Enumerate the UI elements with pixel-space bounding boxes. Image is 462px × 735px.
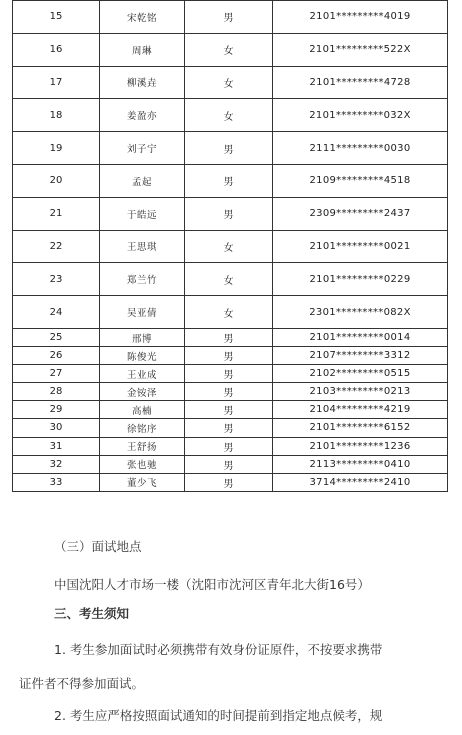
gender-cell: 男	[185, 328, 273, 346]
venue-address: 中国沈阳人才市场一楼（沈阳市沈河区青年北大街16号）	[54, 577, 370, 592]
row-number-cell: 16	[13, 33, 100, 66]
candidate-name-cell: 张也驰	[100, 455, 185, 473]
id-number-cell: 2101*********4019	[273, 1, 448, 34]
row-number-cell: 30	[13, 419, 100, 437]
table-row	[13, 99, 448, 132]
gender-cell: 男	[185, 455, 273, 473]
table-row	[13, 1, 448, 34]
id-number-cell: 2101*********6152	[273, 419, 448, 437]
table-row	[13, 230, 448, 263]
gender-cell: 男	[185, 473, 273, 491]
row-number-cell: 23	[13, 263, 100, 296]
candidate-name-cell: 郑兰竹	[100, 263, 185, 296]
gender-cell: 男	[185, 164, 273, 197]
gender-cell: 男	[185, 401, 273, 419]
id-number-cell: 2101*********0021	[273, 230, 448, 263]
candidate-name-cell: 姜盈亦	[100, 99, 185, 132]
notice-item-2-line-1: 2. 考生应严格按照面试通知的时间提前到指定地点候考，规	[54, 708, 383, 723]
row-number-cell: 28	[13, 383, 100, 401]
candidate-name-cell: 金铵泽	[100, 383, 185, 401]
gender-cell: 男	[185, 132, 273, 165]
candidate-name-cell: 宋乾铭	[100, 1, 185, 34]
candidate-name-cell: 周琳	[100, 33, 185, 66]
table-row	[13, 347, 448, 365]
row-number-cell: 27	[13, 365, 100, 383]
table-row	[13, 383, 448, 401]
row-number-cell: 32	[13, 455, 100, 473]
candidate-name-cell: 邢博	[100, 328, 185, 346]
id-number-cell: 2101*********1236	[273, 437, 448, 455]
row-number-cell: 18	[13, 99, 100, 132]
row-number-cell: 19	[13, 132, 100, 165]
table-row	[13, 197, 448, 230]
gender-cell: 女	[185, 66, 273, 99]
id-number-cell: 2309*********2437	[273, 197, 448, 230]
table-row	[13, 401, 448, 419]
gender-cell: 男	[185, 197, 273, 230]
table-row	[13, 296, 448, 329]
candidate-name-cell: 柳溪垚	[100, 66, 185, 99]
gender-cell: 男	[185, 1, 273, 34]
id-number-cell: 3714*********2410	[273, 473, 448, 491]
row-number-cell: 20	[13, 164, 100, 197]
row-number-cell: 22	[13, 230, 100, 263]
id-number-cell: 2102*********0515	[273, 365, 448, 383]
candidate-name-cell: 孟起	[100, 164, 185, 197]
row-number-cell: 25	[13, 328, 100, 346]
gender-cell: 女	[185, 263, 273, 296]
gender-cell: 男	[185, 365, 273, 383]
row-number-cell: 31	[13, 437, 100, 455]
gender-cell: 男	[185, 383, 273, 401]
table-row	[13, 455, 448, 473]
candidate-name-cell: 王思琪	[100, 230, 185, 263]
candidate-table-body	[13, 1, 448, 492]
candidate-name-cell: 吴亚倩	[100, 296, 185, 329]
gender-cell: 女	[185, 296, 273, 329]
gender-cell: 男	[185, 347, 273, 365]
table-row	[13, 33, 448, 66]
id-number-cell: 2111*********0030	[273, 132, 448, 165]
candidate-name-cell: 王业成	[100, 365, 185, 383]
table-row	[13, 419, 448, 437]
id-number-cell: 2101*********032X	[273, 99, 448, 132]
gender-cell: 女	[185, 99, 273, 132]
row-number-cell: 15	[13, 1, 100, 34]
row-number-cell: 24	[13, 296, 100, 329]
id-number-cell: 2101*********4728	[273, 66, 448, 99]
id-number-cell: 2101*********522X	[273, 33, 448, 66]
gender-cell: 男	[185, 437, 273, 455]
candidate-name-cell: 董少飞	[100, 473, 185, 491]
row-number-cell: 21	[13, 197, 100, 230]
table-row	[13, 164, 448, 197]
row-number-cell: 33	[13, 473, 100, 491]
table-row	[13, 365, 448, 383]
candidate-name-cell: 于皓远	[100, 197, 185, 230]
table-row	[13, 263, 448, 296]
id-number-cell: 2301*********082X	[273, 296, 448, 329]
table-row	[13, 132, 448, 165]
candidate-name-cell: 徐铭序	[100, 419, 185, 437]
notice-item-1-line-1: 1. 考生参加面试时必须携带有效身份证原件，不按要求携带	[54, 642, 383, 657]
notice-item-1-line-2: 证件者不得参加面试。	[19, 676, 145, 691]
candidate-name-cell: 王舒扬	[100, 437, 185, 455]
id-number-cell: 2109*********4518	[273, 164, 448, 197]
id-number-cell: 2103*********0213	[273, 383, 448, 401]
id-number-cell: 2113*********0410	[273, 455, 448, 473]
id-number-cell: 2101*********0014	[273, 328, 448, 346]
table-row	[13, 473, 448, 491]
candidate-table	[12, 0, 448, 492]
gender-cell: 女	[185, 230, 273, 263]
candidate-name-cell: 刘子宁	[100, 132, 185, 165]
table-row	[13, 328, 448, 346]
candidate-name-cell: 高楠	[100, 401, 185, 419]
row-number-cell: 26	[13, 347, 100, 365]
row-number-cell: 17	[13, 66, 100, 99]
id-number-cell: 2107*********3312	[273, 347, 448, 365]
row-number-cell: 29	[13, 401, 100, 419]
table-row	[13, 437, 448, 455]
gender-cell: 女	[185, 33, 273, 66]
id-number-cell: 2101*********0229	[273, 263, 448, 296]
id-number-cell: 2104*********4219	[273, 401, 448, 419]
candidate-name-cell: 陈俊光	[100, 347, 185, 365]
gender-cell: 男	[185, 419, 273, 437]
venue-heading: （三）面试地点	[54, 539, 142, 554]
table-row	[13, 66, 448, 99]
notice-heading: 三、考生须知	[54, 606, 130, 621]
